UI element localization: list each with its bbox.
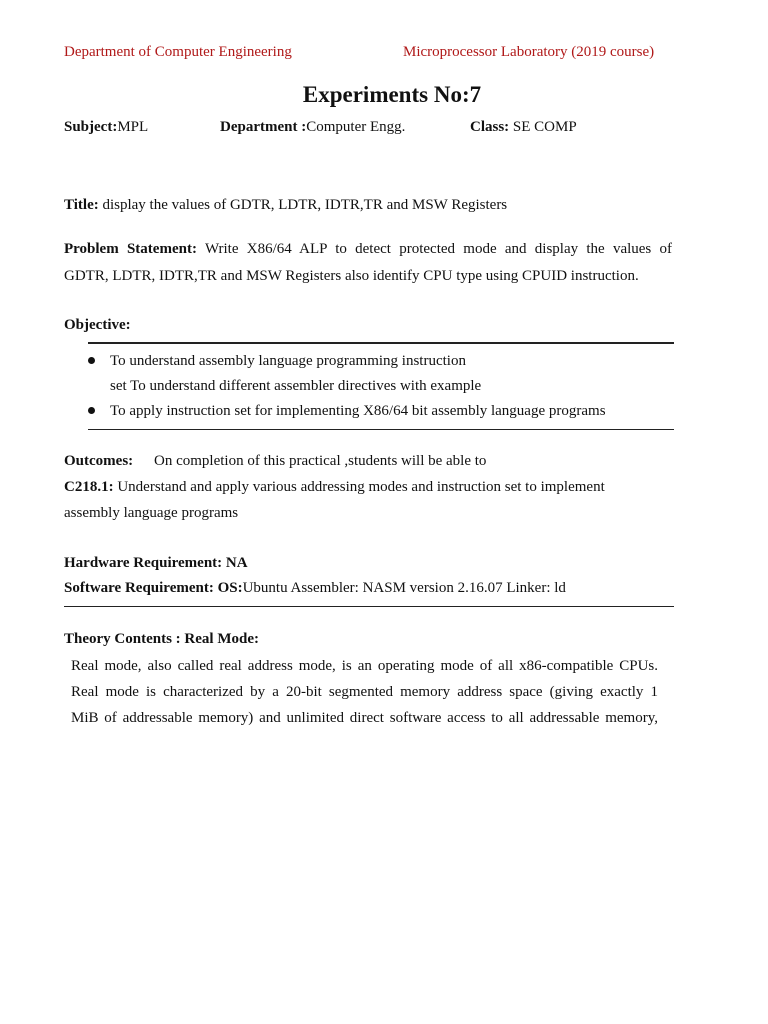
outcomes-text: On completion of this practical ,students will be able to [154, 453, 487, 469]
bullet-icon [88, 407, 95, 414]
hardware-requirement: Hardware Requirement: NA [64, 555, 248, 571]
outcome-c218-line1 [64, 479, 605, 496]
objective-top-rule [88, 342, 674, 344]
theory-line1: Real mode, also called real address mode, is an operating mode of all x86-compatible CPUs. [71, 658, 658, 674]
problem-statement-line2: GDTR, LDTR, IDTR,TR and MSW Registers also identify CPU type using CPUID instruction. [64, 268, 639, 284]
objective-item2: To apply instruction set for implementing X86/64 bit assembly language programs [110, 403, 606, 419]
header-lab: Microprocessor Laboratory (2019 course) [403, 44, 655, 60]
outcome-c218-line2: assembly language programs [64, 505, 239, 521]
header-department: Department of Computer Engineering [64, 44, 292, 60]
software-requirement [64, 580, 566, 597]
title-label: Title: [64, 197, 99, 213]
department-label: Department : [220, 119, 307, 135]
department-field [220, 119, 405, 136]
objective-item1-line2: set To understand different assembler directives with example [110, 378, 482, 394]
requirements-rule [64, 606, 674, 607]
department-value: Computer Engg. [306, 119, 406, 135]
experiment-title: Experiments No:7 [302, 82, 482, 107]
title-value: display the values of GDTR, LDTR, IDTR,TR and MSW Registers [98, 197, 508, 213]
outcome-code: C218.1: [64, 479, 114, 495]
theory-heading: Theory Contents : Real Mode: [64, 631, 259, 647]
objective-item1-line1: To understand assembly language programming instruction [110, 353, 466, 369]
software-label: Software Requirement: OS: [64, 580, 243, 596]
class-label: Class: [470, 119, 510, 135]
problem-statement-label: Problem Statement: [64, 241, 197, 257]
theory-line2: Real mode is characterized by a 20-bit segmented memory address space (giving exactly 1 [71, 684, 658, 700]
bullet-icon [88, 357, 95, 364]
objective-heading: Objective: [64, 317, 131, 333]
software-value: Ubuntu Assembler: NASM version 2.16.07 Linker: ld [242, 580, 566, 596]
title-line [64, 197, 507, 214]
problem-statement-text1: Write X86/64 ALP to detect protected mode and display the values of [204, 241, 673, 257]
theory-line3: MiB of addressable memory) and unlimited direct software access to all addressable memory, [71, 710, 658, 726]
outcomes-label: Outcomes: [64, 453, 134, 469]
subject-label: Subject: [64, 119, 118, 135]
subject-field [64, 119, 148, 136]
objective-bottom-rule [88, 429, 674, 430]
subject-value: MPL [117, 119, 149, 135]
class-value: SE COMP [509, 119, 577, 135]
problem-statement-line1 [64, 241, 672, 258]
outcome-text1: Understand and apply various addressing modes and instruction set to implement [113, 479, 605, 495]
class-field [470, 119, 577, 136]
